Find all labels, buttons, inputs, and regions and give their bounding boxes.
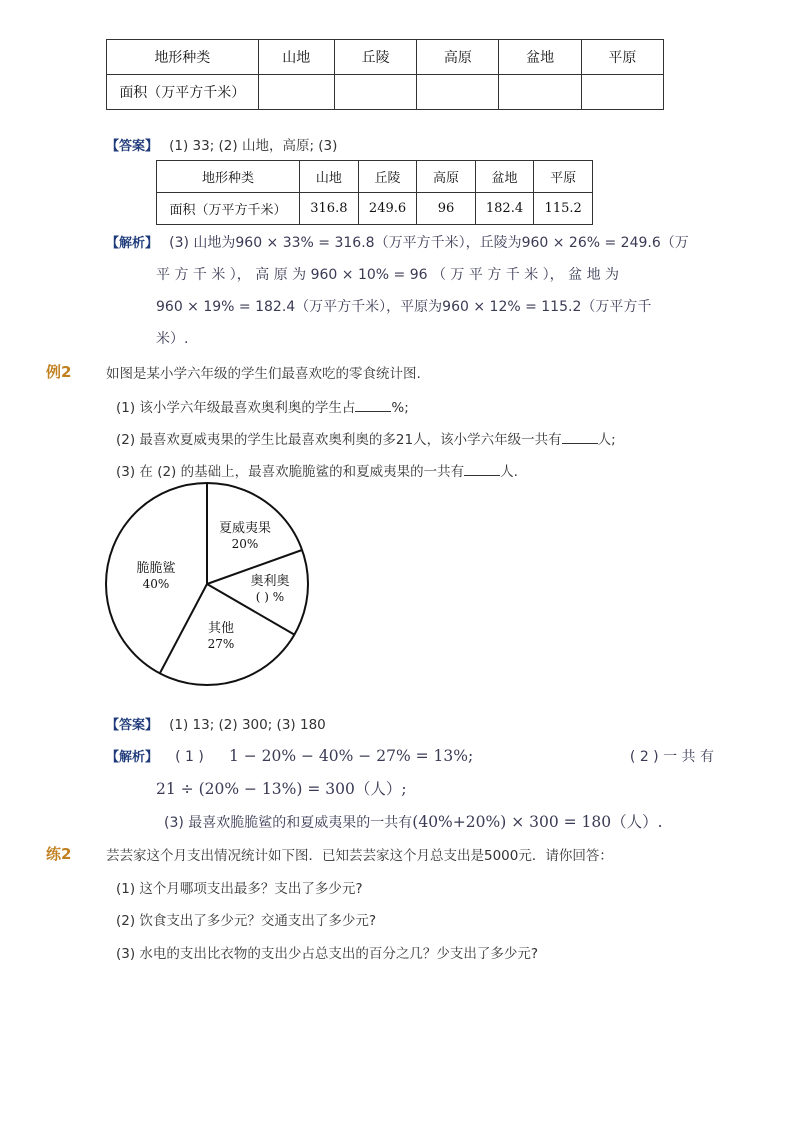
analysis-tag: 【解析】: [106, 236, 159, 251]
answer-table: [156, 160, 593, 225]
slice-value-other: 27%: [207, 637, 235, 651]
table-cell: 249.6: [358, 193, 417, 225]
analysis-step: ( 1 ): [175, 749, 204, 765]
practice-question-3: (3) 水电的支出比衣物的支出少占总支出的百分之几？少支出了多少元?: [116, 946, 539, 962]
slice-label-oreo: 奥利奥: [250, 574, 290, 589]
question-3: [116, 460, 518, 480]
table-header-cell: 地形种类: [157, 161, 300, 193]
answer-1: [106, 134, 337, 154]
practice-question-1: (1) 这个月哪项支出最多？支出了多少元?: [116, 881, 363, 897]
analysis-line: (3) 山地为960 × 33% = 316.8（万平方千米），丘陵为960 × 26% = 249.6（万: [169, 235, 689, 251]
answer-tag: 【答案】: [106, 139, 159, 154]
answer-blank: [464, 461, 500, 476]
question-text: (1) 该小学六年级最喜欢奥利奥的学生占: [116, 400, 356, 416]
analysis-formula: 21 ÷ (20% − 13%) = 300（人）;: [156, 780, 407, 798]
slice-value-oreo: ( ) %: [255, 590, 285, 604]
analysis-text: (3) 最喜欢脆脆鲨的和夏威夷果的一共有: [164, 815, 413, 831]
table-header-cell: 高原: [417, 161, 475, 193]
terrain-table: [106, 39, 664, 110]
analysis-tag: 【解析】: [106, 750, 159, 765]
slice-value-crispy-shark: 40%: [142, 577, 170, 591]
answer-text: (1) 13; (2) 300; (3) 180: [169, 717, 326, 733]
analysis-formula: 1 − 20% − 40% − 27% = 13%;: [228, 747, 474, 765]
analysis-formula: (40%+20%) × 300 = 180（人）.: [412, 813, 663, 831]
question-1: [116, 396, 409, 416]
practice-intro: 芸芸家这个月支出情况统计如下图．已知芸芸家这个月总支出是5000元．请你回答：: [106, 848, 613, 864]
question-text: 人;: [597, 432, 616, 448]
table-header-cell: 地形种类: [107, 40, 259, 75]
table-header-cell: 盆地: [499, 40, 581, 75]
table-cell: 316.8: [300, 193, 359, 225]
slice-label-hawaii: 夏威夷果: [218, 521, 272, 536]
table-header-cell: 山地: [258, 40, 334, 75]
example-label: 例2: [46, 363, 72, 381]
analysis-step: ( 2 ) 一 共 有: [629, 749, 714, 765]
slice-label-crispy-shark: 脆脆鲨: [136, 561, 176, 576]
table-cell-empty: [581, 75, 663, 110]
table-header-row: [157, 161, 593, 193]
table-header-cell: 高原: [417, 40, 499, 75]
answer-blank: [562, 429, 598, 444]
table-header-cell: 平原: [534, 161, 593, 193]
example-intro: 如图是某小学六年级的学生们最喜欢吃的零食统计图.: [106, 366, 421, 382]
question-2: [116, 428, 616, 448]
question-text: (3) 在 (2) 的基础上，最喜欢脆脆鲨的和夏威夷果的一共有: [116, 464, 465, 480]
table-cell-empty: [258, 75, 334, 110]
answer-2: [106, 714, 326, 733]
table-row-label: 面积（万平方千米）: [157, 193, 300, 225]
slice-value-hawaii: 20%: [231, 537, 259, 551]
table-cell-empty: [417, 75, 499, 110]
answer-tag: 【答案】: [106, 718, 159, 733]
question-text: 人.: [500, 464, 518, 480]
analysis-line-3: [164, 810, 663, 832]
answer-blank: [355, 397, 391, 412]
slice-label-other: 其他: [207, 621, 235, 636]
analysis-line: 米）.: [156, 331, 189, 347]
analysis-line: 960 × 19% = 182.4（万平方千米），平原为960 × 12% = 115.2（万平方千: [156, 299, 652, 315]
table-header-cell: 平原: [581, 40, 663, 75]
pie-chart: [100, 480, 320, 695]
table-cell-empty: [499, 75, 581, 110]
table-cell: 115.2: [534, 193, 593, 225]
question-text: %;: [391, 400, 409, 416]
answer-text: (1) 33; (2) 山地，高原; (3): [169, 138, 338, 154]
table-cell: 182.4: [475, 193, 534, 225]
practice-question-2: (2) 饮食支出了多少元？交通支出了多少元?: [116, 913, 377, 929]
table-header-row: [107, 40, 664, 75]
analysis-2: [106, 746, 714, 765]
table-cell: 96: [417, 193, 475, 225]
analysis-1: [106, 232, 689, 252]
table-row: [157, 193, 593, 225]
analysis-line: 平 方 千 米 ）， 高 原 为 960 × 10% = 96 （ 万 平 方 千 米 ）， 盆 地 为: [156, 267, 620, 283]
table-header-cell: 丘陵: [358, 161, 417, 193]
table-header-cell: 丘陵: [334, 40, 416, 75]
table-header-cell: 山地: [300, 161, 359, 193]
question-text: (2) 最喜欢夏威夷果的学生比最喜欢奥利奥的多21人，该小学六年级一共有: [116, 432, 562, 448]
table-row: [107, 75, 664, 110]
table-cell-empty: [334, 75, 416, 110]
table-row-label: 面积（万平方千米）: [107, 75, 259, 110]
practice-label: 练2: [46, 845, 72, 863]
table-header-cell: 盆地: [475, 161, 534, 193]
